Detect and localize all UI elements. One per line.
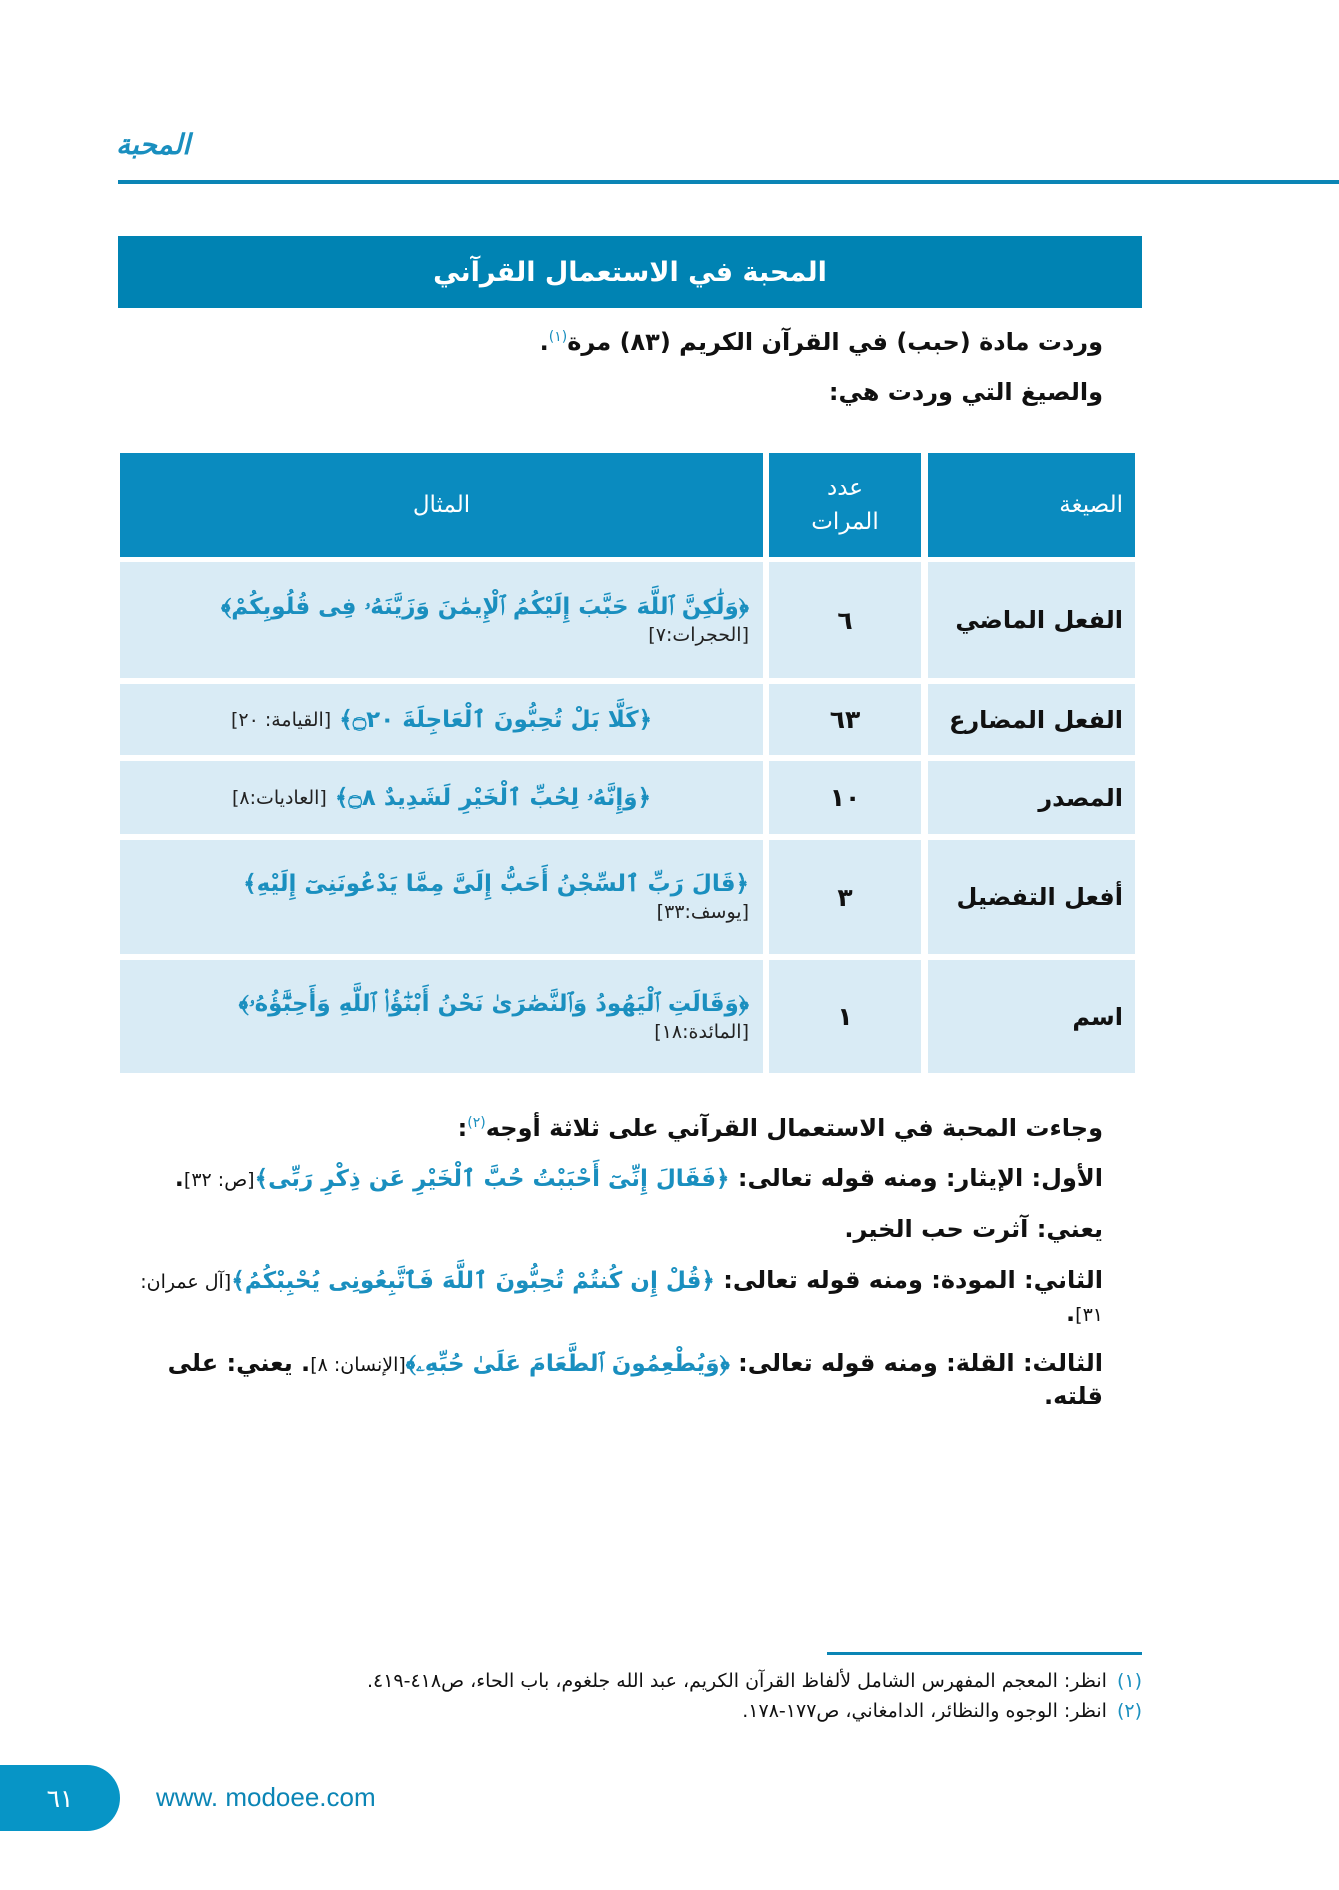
section-title: المحبة في الاستعمال القرآني (433, 256, 827, 288)
aspects (120, 1112, 1103, 1431)
verse-ref: [يوسف:٣٣] (656, 901, 749, 923)
intro-line-1 (120, 326, 1103, 358)
intro-line-2: والصيغ التي وردت هي: (828, 378, 1103, 407)
row-example (120, 960, 763, 1073)
page-number: ٦١ (0, 1765, 120, 1831)
aspect-first (120, 1162, 1103, 1195)
verse-ref: [آل عمران: ٣١] (140, 1270, 1103, 1326)
aspect-label: الأول: الإيثار: ومنه قوله تعالى: (729, 1164, 1103, 1193)
aspect-end: . يعني: على قلته. (167, 1349, 1103, 1411)
aspect-end: . (174, 1164, 184, 1193)
row-count: ١٠ (769, 761, 921, 834)
row-example (120, 562, 763, 678)
running-title: المحبة (116, 128, 191, 161)
row-form: المصدر (928, 761, 1135, 834)
section-banner (118, 236, 1142, 308)
row-form: الفعل المضارع (928, 684, 1135, 755)
intro (120, 326, 1103, 409)
website-link[interactable]: www. modoee.com (156, 1782, 376, 1812)
row-count: ٣ (769, 840, 921, 954)
verse-ref: [القيامة: ٢٠] (230, 708, 332, 731)
verse: ﴿قُلْ إِن كُنتُمْ تُحِبُّونَ ٱللَّهَ فَٱتَّبِعُونِى يُحْبِبْكُمُ﴾ (231, 1267, 715, 1294)
aspects-intro-text: وجاءت المحبة في الاستعمال القرآني على ثلاثة أوجه (485, 1114, 1103, 1142)
header-count: عدد المرات (769, 453, 921, 557)
footnote-number: (٢) (1116, 1700, 1142, 1723)
row-form: أفعل التفضيل (928, 840, 1135, 954)
row-example (120, 761, 763, 834)
verse: ﴿وَيُطْعِمُونَ ٱلطَّعَامَ عَلَىٰ حُبِّهِۦ﴾ (405, 1351, 730, 1378)
footnote-text: انظر: الوجوه والنظائر، الدامغاني، ص١٧٧-١٧٨. (742, 1700, 1107, 1723)
row-count: ٦٣ (769, 684, 921, 755)
verse-ref: [الحجرات:٧] (648, 624, 749, 646)
verse: ﴿قَالَ رَبِّ ٱلسِّجْنُ أَحَبُّ إِلَىَّ مِمَّا يَدْعُونَنِىٓ إِلَيْهِ﴾ (243, 871, 749, 897)
header-form: الصيغة (928, 453, 1135, 557)
aspects-intro-end: : (457, 1114, 468, 1142)
footnote-1 (120, 1666, 1142, 1696)
aspect-third (120, 1347, 1103, 1412)
verse: ﴿وَلَٰكِنَّ ٱللَّهَ حَبَّبَ إِلَيْكُمُ ٱلْإِيمَٰنَ وَزَيَّنَهُۥ فِى قُلُوبِكُمْ﴾ (221, 594, 749, 620)
row-count: ٦ (769, 562, 921, 678)
intro-end: . (539, 328, 549, 356)
footnote-text: انظر: المعجم المفهرس الشامل لألفاظ القرآن الكريم، عبد الله جلغوم، باب الحاء، ص٤١٨-٤١٩. (366, 1670, 1107, 1692)
verse-ref: [الإنسان: ٨] (310, 1354, 406, 1377)
row-example (120, 684, 763, 755)
row-example (120, 840, 763, 954)
header-example: المثال (120, 453, 763, 557)
verse: ﴿وَإِنَّهُۥ لِحُبِّ ٱلْخَيْرِ لَشَدِيدٌ ۝٨﴾ (334, 784, 652, 811)
footnotes (120, 1666, 1142, 1727)
verse-ref: [ص: ٣٢] (183, 1169, 255, 1192)
aspect-first-meaning: يعني: آثرت حب الخير. (844, 1215, 1103, 1244)
header-rule (118, 180, 1339, 184)
aspect-end: . (1066, 1298, 1076, 1327)
footnote-ref-2[interactable]: (٢) (467, 1115, 486, 1131)
aspects-intro (120, 1112, 1103, 1144)
footnote-2 (120, 1696, 1142, 1726)
row-form: الفعل الماضي (928, 562, 1135, 678)
verse-ref: [العاديات:٨] (231, 786, 327, 809)
verse-ref: [المائدة:١٨] (654, 1020, 749, 1043)
aspect-label: الثالث: القلة: ومنه قوله تعالى: (729, 1349, 1103, 1378)
footnote-rule (827, 1652, 1142, 1655)
verse: ﴿كَلَّا بَلْ تُحِبُّونَ ٱلْعَاجِلَةَ ۝٢٠﴾ (339, 706, 653, 733)
verse: ﴿وَقَالَتِ ٱلْيَهُودُ وَٱلنَّصَٰرَىٰ نَحْنُ أَبْنَٰٓؤُا۟ ٱللَّهِ وَأَحِبَّٰٓؤُهُۥ﴾ (238, 990, 749, 1017)
aspect-label: الثاني: المودة: ومنه قوله تعالى: (714, 1265, 1103, 1294)
verse: ﴿فَقَالَ إِنِّىٓ أَحْبَبْتُ حُبَّ ٱلْخَيْرِ عَن ذِكْرِ رَبِّى﴾ (254, 1166, 730, 1193)
footnote-number: (١) (1116, 1670, 1142, 1692)
footnote-ref-1[interactable]: (١) (548, 329, 568, 345)
aspect-second (120, 1264, 1103, 1329)
row-form: اسم (928, 960, 1135, 1073)
row-count: ١ (769, 960, 921, 1073)
intro-text: وردت مادة (حبب) في القرآن الكريم (٨٣) مرة (567, 328, 1103, 356)
